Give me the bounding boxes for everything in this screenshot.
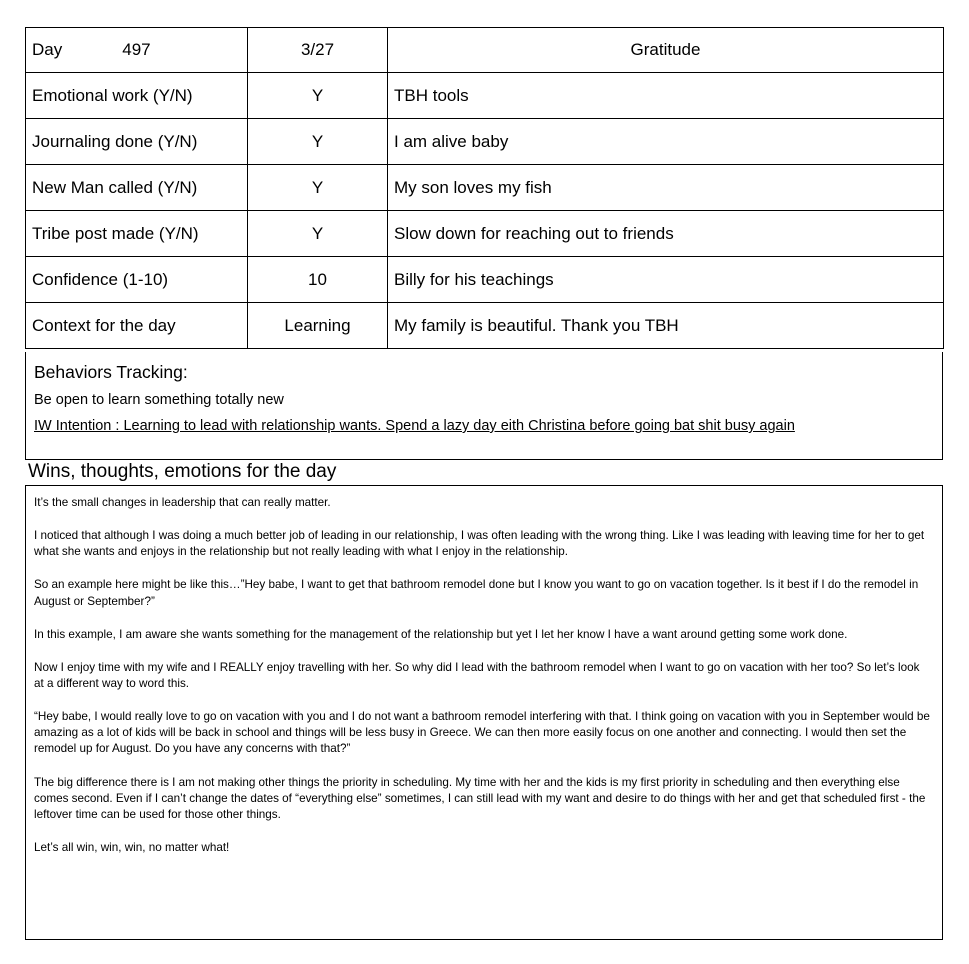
gratitude-header: Gratitude [388,28,944,73]
row-value: Y [248,211,388,257]
row-gratitude: My son loves my fish [388,165,944,211]
journal-paragraph: “Hey babe, I would really love to go on vacation with you and I do not want a bathroom remodel interfering with that. I think going on vacation with you in September would be amazing as a lot of kids will be back in school and things will be less busy in Greece. We can then more easily focus on one another and connecting. I would then set the remodel up for August. Do you have any concerns with that?” [34,710,930,756]
journal-paragraph: Let’s all win, win, win, no matter what! [34,840,230,854]
row-value: Learning [248,303,388,349]
row-gratitude: Slow down for reaching out to friends [388,211,944,257]
behaviors-tracking-title: Behaviors Tracking: [34,362,188,382]
row-value: Y [248,119,388,165]
row-label: New Man called (Y/N) [26,165,248,211]
wins-section-heading: Wins, thoughts, emotions for the day [28,461,337,482]
row-value: Y [248,73,388,119]
iw-intention-line: IW Intention : Learning to lead with relationship wants. Spend a lazy day eith Christina before going bat shit busy again [34,418,795,434]
journal-paragraph: So an example here might be like this…”Hey babe, I want to get that bathroom remodel done but I know you want to go on vacation together. Is it best if I do the remodel in August or September?” [34,578,919,608]
table-row [26,73,944,119]
day-cell [26,28,248,73]
table-row [26,303,944,349]
row-gratitude: Billy for his teachings [388,257,944,303]
behaviors-tracking-section [25,352,943,460]
row-label: Emotional work (Y/N) [26,73,248,119]
table-row [26,165,944,211]
row-label: Journaling done (Y/N) [26,119,248,165]
date-cell: 3/27 [248,28,388,73]
daily-tracker-table [25,27,944,349]
table-row [26,257,944,303]
journal-paragraph: It’s the small changes in leadership that can really matter. [34,496,331,509]
row-label: Confidence (1-10) [26,257,248,303]
journal-paragraph: I noticed that although I was doing a much better job of leading in our relationship, I was often leading with the wrong thing. Like I was leading with leaving time for her to get what she wants and enjoys in the relationship but not really leading with what I enjoy in the relationship. [34,529,925,559]
row-label: Tribe post made (Y/N) [26,211,248,257]
row-value: 10 [248,257,388,303]
row-label: Context for the day [26,303,248,349]
day-label: Day [32,40,63,60]
journal-paragraph: The big difference there is I am not making other things the priority in scheduling. My time with her and the kids is my first priority in scheduling and then everything else comes second. Even if I can’t change the dates of “everything else” sometimes, I can still lead with my want and desire to do things with her and get that scheduled first - the leftover time can be used for those other things. [34,775,926,821]
row-gratitude: I am alive baby [388,119,944,165]
table-row [26,211,944,257]
table-row [26,119,944,165]
row-gratitude: TBH tools [388,73,944,119]
behaviors-tracking-line: Be open to learn something totally new [34,392,284,408]
journal-paragraph: Now I enjoy time with my wife and I REALLY enjoy travelling with her. So why did I lead with the bathroom remodel when I want to go on vacation with her too? So let’s look at a different way to word this. [34,660,920,690]
day-number: 497 [122,40,151,60]
row-gratitude: My family is beautiful. Thank you TBH [388,303,944,349]
journal-paragraph: In this example, I am aware she wants something for the management of the relationship but yet I let her know I have a want around getting some work done. [34,627,848,641]
row-value: Y [248,165,388,211]
table-row [26,28,944,73]
journal-entry-box [25,485,943,940]
